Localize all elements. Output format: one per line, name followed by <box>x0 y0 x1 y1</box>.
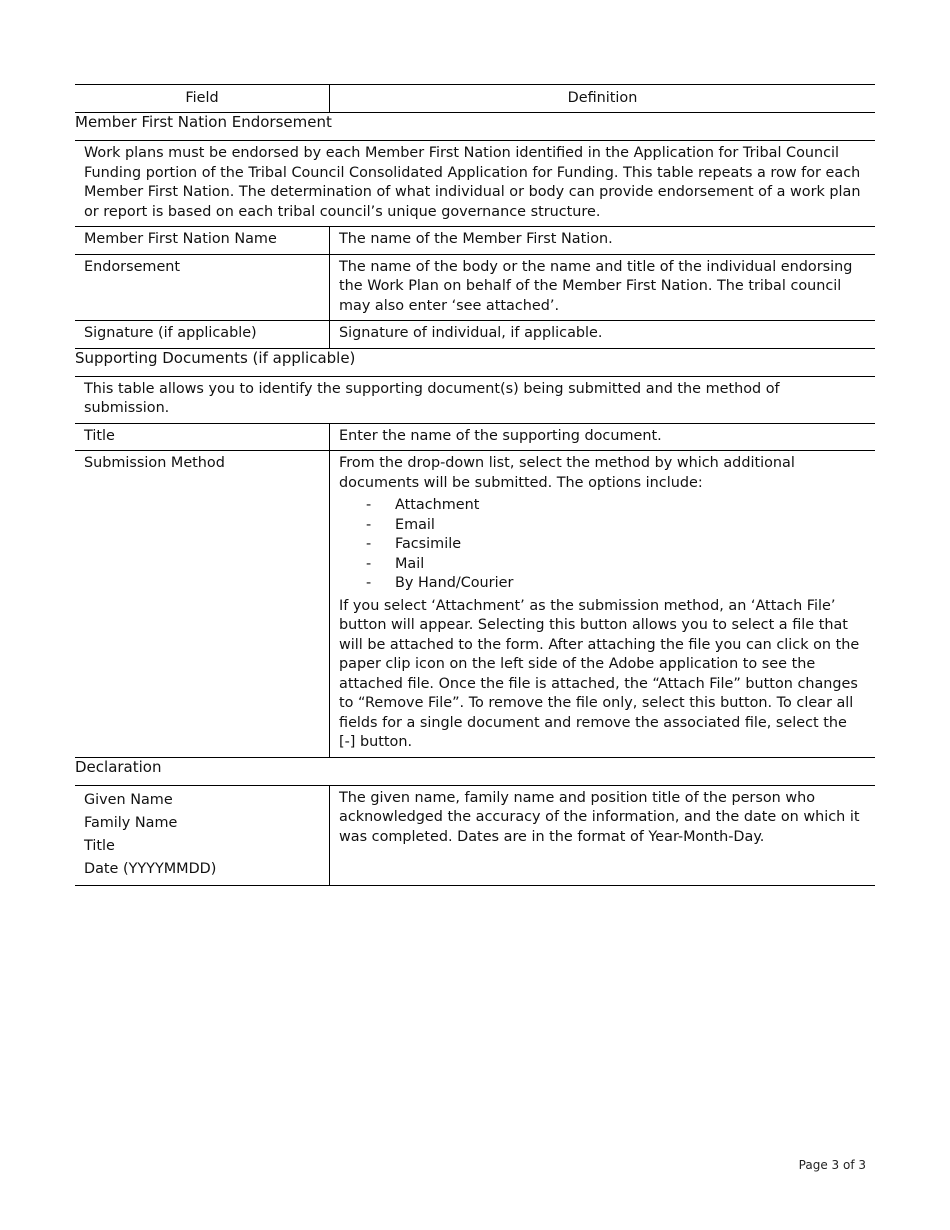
field-cell: Title <box>75 423 330 451</box>
field-cell: Endorsement <box>75 254 330 321</box>
field-cell <box>75 785 330 885</box>
table-row <box>75 227 875 255</box>
section-title-supporting: Supporting Documents (if applicable) <box>75 348 875 376</box>
definition-cell: The name of the body or the name and title of the individual endorsing the Work Plan on behalf of the Member First Nation. The tribal council may also enter ‘see attached’. <box>330 254 876 321</box>
definition-column-header: Definition <box>330 85 876 113</box>
page-number: Page 3 of 3 <box>798 1158 866 1172</box>
table-row <box>75 451 875 758</box>
list-item: - Mail <box>339 555 866 575</box>
submission-note: If you select ‘Attachment’ as the submission method, an ‘Attach File’ button will appear. Selecting this button allows you to select a file that will be attached to the form. After attaching the file you can click on the paper clip icon on the left side of the Adobe application to see the attached file. Once the file is attached, the “Attach File” button changes to “Remove File”. To remove the file only, select this button. To clear all fields for a single document and remove the associated file, select the [-] button. <box>339 597 860 750</box>
declaration-field: Given Name <box>84 791 173 808</box>
submission-intro: From the drop-down list, select the method by which additional documents will be submitted. The options include: <box>339 455 795 491</box>
section-description-row <box>75 141 875 227</box>
section-description-endorsement: Work plans must be endorsed by each Member First Nation identified in the Application for Tribal Council Funding portion of the Tribal Council Consolidated Application for Funding. This table repeats a row for each Member First Nation. The determination of what individual or body can provide endorsement of a work plan or report is based on each tribal council’s unique governance structure. <box>75 141 875 227</box>
list-item: - Attachment <box>339 496 866 516</box>
submission-options-list <box>339 496 866 594</box>
declaration-field: Date (YYYYMMDD) <box>84 860 217 877</box>
list-item: - Email <box>339 516 866 536</box>
field-cell: Submission Method <box>75 451 330 758</box>
table-header-row <box>75 85 875 113</box>
table-row <box>75 254 875 321</box>
field-cell: Member First Nation Name <box>75 227 330 255</box>
section-description-supporting: This table allows you to identify the supporting document(s) being submitted and the method of submission. <box>75 376 875 423</box>
section-header-row <box>75 348 875 376</box>
table-row <box>75 423 875 451</box>
section-header-row <box>75 757 875 785</box>
field-column-header: Field <box>75 85 330 113</box>
table-row <box>75 321 875 349</box>
definition-cell: The given name, family name and position title of the person who acknowledged the accuracy of the information, and the date on which it was completed. Dates are in the format of Year-Month-Day. <box>330 785 876 885</box>
section-header-row <box>75 113 875 141</box>
section-description-row <box>75 376 875 423</box>
section-title-endorsement: Member First Nation Endorsement <box>75 113 875 141</box>
declaration-field: Title <box>84 837 115 854</box>
section-title-declaration: Declaration <box>75 757 875 785</box>
list-item: - Facsimile <box>339 535 866 555</box>
table-row <box>75 785 875 885</box>
declaration-field: Family Name <box>84 814 178 831</box>
list-item: - By Hand/Courier <box>339 574 866 594</box>
field-definition-table <box>75 84 875 886</box>
field-cell: Signature (if applicable) <box>75 321 330 349</box>
definition-cell: The name of the Member First Nation. <box>330 227 876 255</box>
definition-cell: Enter the name of the supporting document. <box>330 423 876 451</box>
definition-cell: Signature of individual, if applicable. <box>330 321 876 349</box>
definition-cell <box>330 451 876 758</box>
